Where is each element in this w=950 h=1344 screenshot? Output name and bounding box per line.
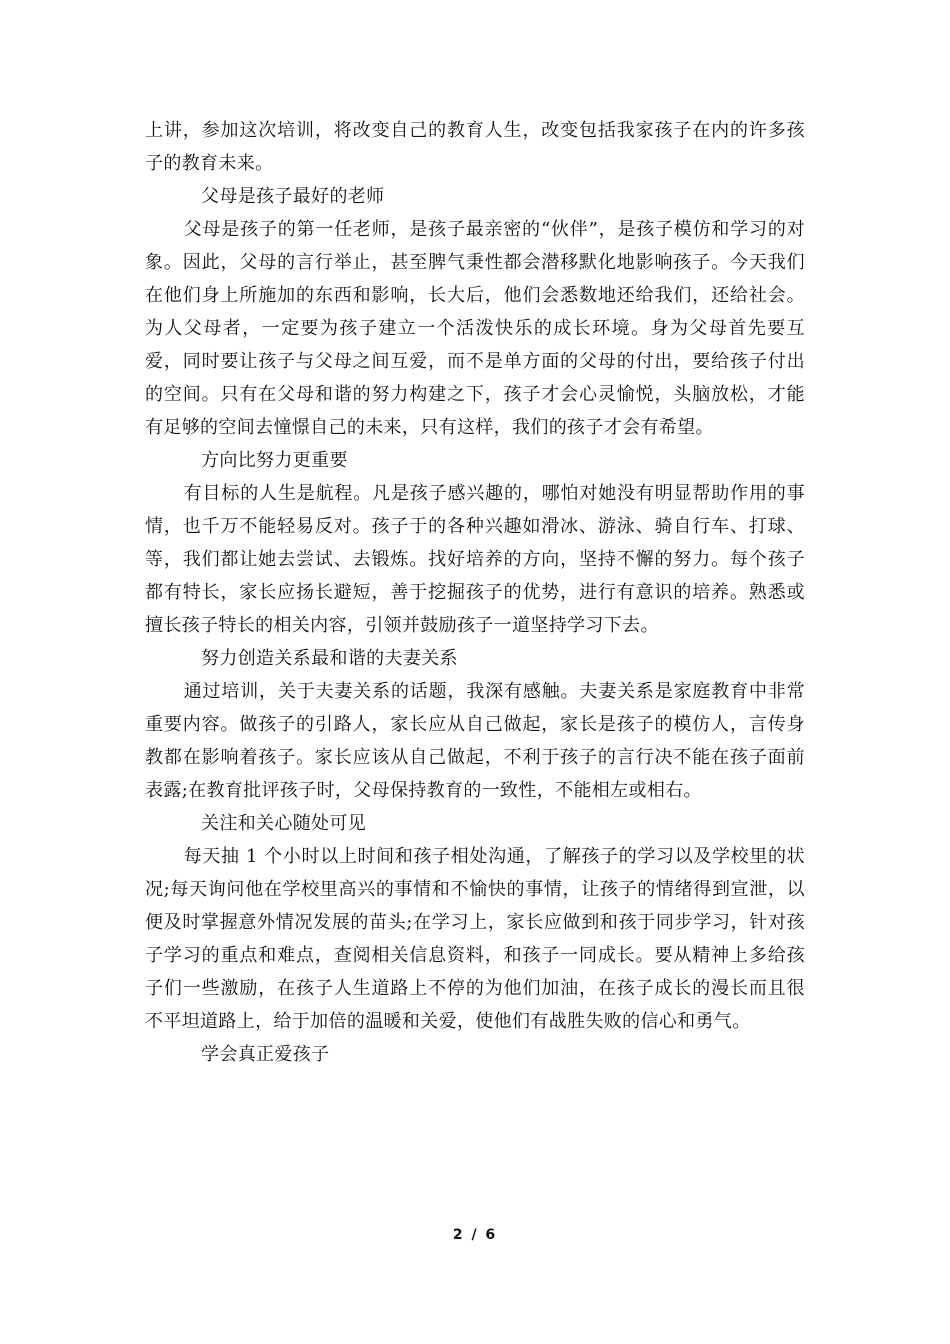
paragraph-continuation: 上讲，参加这次培训，将改变自己的教育人生，改变包括我家孩子在内的许多孩子的教育未来。 bbox=[145, 120, 805, 174]
paragraph-care-everywhere: 每天抽 1 个小时以上时间和孩子相处沟通，了解孩子的学习以及学校里的状况;每天询问他在学校里高兴的事情和不愉快的事情，让孩子的情绪得到宣泄，以便及时掌握意外情况发展的苗头;在学习上，家长应做到和孩于同步学习，针对孩子学习的重点和难点，查阅相关信息资料，和孩子一同成长。要从精神上多给孩子们一些激励，在孩子人生道路上不停的为他们加油，在孩子成长的漫长而且很不平坦道路上，给于加倍的温暖和关爱，使他们有战胜失败的信心和勇气。 bbox=[145, 846, 805, 1032]
section-heading-harmonious-marriage: 努力创造关系最和谐的夫妻关系 bbox=[201, 648, 458, 669]
paragraph-direction-over-effort: 有目标的人生是航程。凡是孩子感兴趣的，哪怕对她没有明显帮助作用的事情，也千万不能轻易反对。孩子于的各种兴趣如滑冰、游泳、骑自行车、打球、等，我们都让她去尝试、去锻炼。找好培养的方向，坚持不懈的努力。每个孩子都有特长，家长应扬长避短，善于挖掘孩子的优势，进行有意识的培养。熟悉或擅长孩子特长的相关内容，引领并鼓励孩子一道坚持学习下去。 bbox=[145, 483, 805, 636]
section-heading-direction-over-effort: 方向比努力更重要 bbox=[201, 450, 348, 471]
section-heading-care-everywhere: 关注和关心随处可见 bbox=[201, 813, 367, 834]
document-body bbox=[145, 114, 805, 1071]
paragraph-parents-best-teachers: 父母是孩子的第一任老师，是孩子最亲密的“伙伴”，是孩子模仿和学习的对象。因此，父母的言行举止，甚至脾气秉性都会潜移默化地影响孩子。今天我们在他们身上所施加的东西和影响，长大后，他们会悉数地还给我们，还给社会。为人父母者，一定要为孩子建立一个活泼快乐的成长环境。身为父母首先要互爱，同时要让孩子与父母之间互爱，而不是单方面的父母的付出，要给孩子付出的空间。只有在父母和谐的努力构建之下，孩子才会心灵愉悦，头脑放松，才能有足够的空间去憧憬自己的未来，只有这样，我们的孩子才会有希望。 bbox=[145, 219, 805, 438]
page-number: 2 / 6 bbox=[452, 1227, 498, 1243]
paragraph-harmonious-marriage: 通过培训，关于夫妻关系的话题，我深有感触。夫妻关系是家庭教育中非常重要内容。做孩子的引路人，家长应从自己做起，家长是孩子的模仿人，言传身教都在影响着孩子。家长应该从自己做起，不利于孩子的言行决不能在孩子面前表露;在教育批评孩子时，父母保持教育的一致性，不能相左或相右。 bbox=[145, 681, 805, 801]
section-heading-truly-love-children: 学会真正爱孩子 bbox=[201, 1044, 330, 1065]
section-heading-parents-best-teachers: 父母是孩子最好的老师 bbox=[201, 186, 385, 207]
